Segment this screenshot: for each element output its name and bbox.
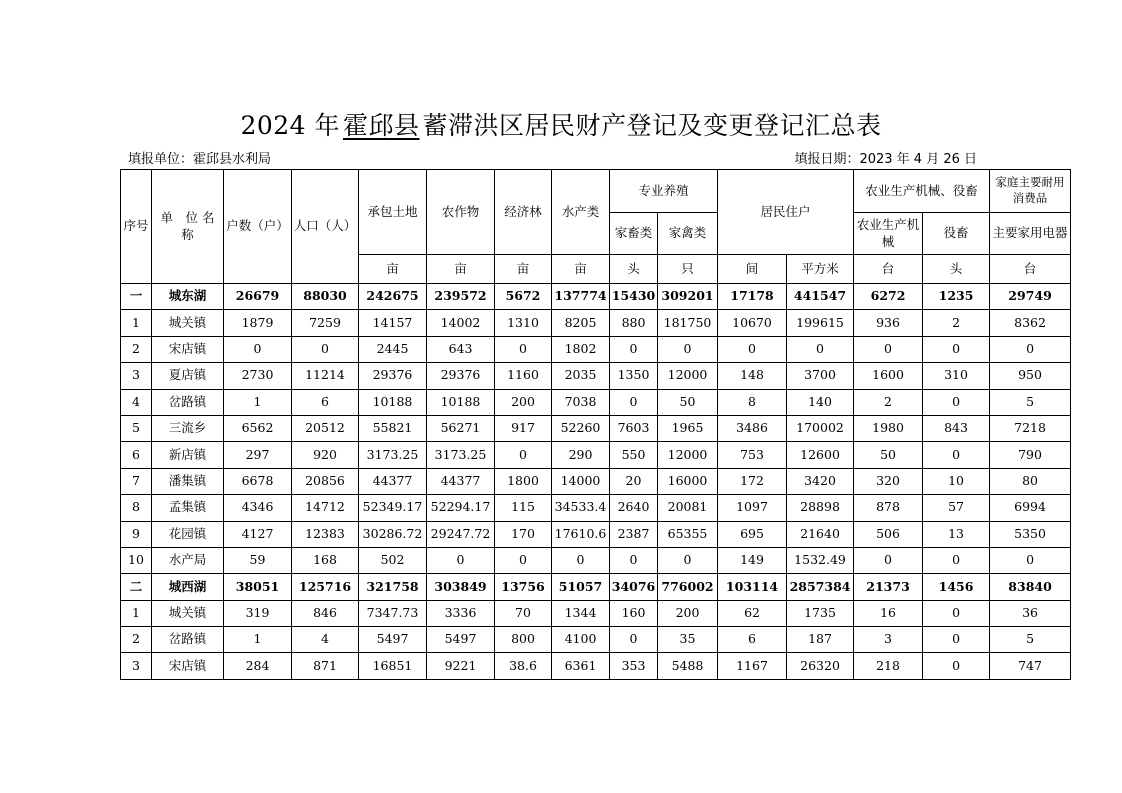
row-unit-name: 花园镇 — [152, 521, 224, 547]
row-value: 115 — [495, 495, 552, 521]
row-value: 0 — [495, 442, 552, 468]
row-value: 170 — [495, 521, 552, 547]
row-value: 14002 — [427, 310, 495, 336]
row-value: 10 — [923, 468, 990, 494]
row-value: 936 — [854, 310, 923, 336]
row-value: 20512 — [292, 415, 359, 441]
row-value: 168 — [292, 547, 359, 573]
subtotal-row — [121, 574, 1071, 600]
row-unit-name: 三流乡 — [152, 415, 224, 441]
row-value: 0 — [990, 547, 1071, 573]
row-value: 16 — [854, 600, 923, 626]
row-value: 52260 — [552, 415, 610, 441]
row-value: 9221 — [427, 653, 495, 679]
unit-cell: 亩 — [359, 255, 427, 284]
row-value: 0 — [658, 336, 718, 362]
row-value: 52349.17 — [359, 495, 427, 521]
row-seq: 7 — [121, 468, 152, 494]
row-value: 125716 — [292, 574, 359, 600]
row-value: 0 — [427, 547, 495, 573]
row-value: 12383 — [292, 521, 359, 547]
row-value: 10188 — [427, 389, 495, 415]
row-value: 643 — [427, 336, 495, 362]
row-value: 441547 — [787, 284, 854, 310]
row-unit-name: 孟集镇 — [152, 495, 224, 521]
row-value: 0 — [495, 336, 552, 362]
row-value: 878 — [854, 495, 923, 521]
row-value: 1600 — [854, 363, 923, 389]
row-value: 26320 — [787, 653, 854, 679]
row-value: 6994 — [990, 495, 1071, 521]
header-appliances: 主要家用电器 — [990, 213, 1071, 255]
row-value: 319 — [224, 600, 292, 626]
row-value: 239572 — [427, 284, 495, 310]
row-value: 2730 — [224, 363, 292, 389]
row-seq: 二 — [121, 574, 152, 600]
row-value: 502 — [359, 547, 427, 573]
row-unit-name: 水产局 — [152, 547, 224, 573]
header-farm-machinery: 农业生产机械 — [854, 213, 923, 255]
header-livestock: 家畜类 — [610, 213, 658, 255]
row-value: 3420 — [787, 468, 854, 494]
row-value: 0 — [658, 547, 718, 573]
row-value: 5497 — [359, 627, 427, 653]
row-value: 88030 — [292, 284, 359, 310]
row-value: 172 — [718, 468, 787, 494]
row-value: 753 — [718, 442, 787, 468]
row-value: 0 — [923, 389, 990, 415]
row-value: 13756 — [495, 574, 552, 600]
row-value: 8205 — [552, 310, 610, 336]
table-row — [121, 468, 1071, 494]
row-seq: 3 — [121, 653, 152, 679]
row-value: 1802 — [552, 336, 610, 362]
row-value: 29247.72 — [427, 521, 495, 547]
row-value: 0 — [610, 336, 658, 362]
row-value: 13 — [923, 521, 990, 547]
unit-cell: 头 — [610, 255, 658, 284]
header-draft-animals: 役畜 — [923, 213, 990, 255]
row-value: 6678 — [224, 468, 292, 494]
row-value: 1456 — [923, 574, 990, 600]
row-value: 1532.49 — [787, 547, 854, 573]
row-seq: 4 — [121, 389, 152, 415]
row-unit-name: 潘集镇 — [152, 468, 224, 494]
row-value: 59 — [224, 547, 292, 573]
title-rest: 蓄滞洪区居民财产登记及变更登记汇总表 — [422, 111, 882, 140]
row-value: 800 — [495, 627, 552, 653]
row-value: 70 — [495, 600, 552, 626]
row-value: 34533.4 — [552, 495, 610, 521]
row-value: 149 — [718, 547, 787, 573]
row-value: 0 — [718, 336, 787, 362]
header-poultry: 家禽类 — [658, 213, 718, 255]
row-value: 56271 — [427, 415, 495, 441]
row-value: 187 — [787, 627, 854, 653]
row-value: 303849 — [427, 574, 495, 600]
row-value: 12600 — [787, 442, 854, 468]
header-population: 人口（人） — [292, 170, 359, 284]
row-value: 14157 — [359, 310, 427, 336]
row-value: 297 — [224, 442, 292, 468]
unit-cell: 平方米 — [787, 255, 854, 284]
row-value: 6 — [292, 389, 359, 415]
row-value: 1879 — [224, 310, 292, 336]
row-value: 695 — [718, 521, 787, 547]
row-value: 4127 — [224, 521, 292, 547]
row-value: 3173.25 — [359, 442, 427, 468]
row-seq: 2 — [121, 627, 152, 653]
row-value: 1350 — [610, 363, 658, 389]
row-value: 4 — [292, 627, 359, 653]
title-county: 霍邱县 — [343, 111, 420, 140]
row-value: 290 — [552, 442, 610, 468]
row-seq: 10 — [121, 547, 152, 573]
row-value: 1167 — [718, 653, 787, 679]
table-row — [121, 363, 1071, 389]
row-seq: 1 — [121, 310, 152, 336]
row-value: 6562 — [224, 415, 292, 441]
reporting-unit: 填报单位：霍邱县水利局 — [128, 152, 272, 167]
row-value: 309201 — [658, 284, 718, 310]
row-value: 8 — [718, 389, 787, 415]
row-value: 5 — [990, 389, 1071, 415]
row-value: 8362 — [990, 310, 1071, 336]
row-value: 0 — [610, 389, 658, 415]
row-value: 871 — [292, 653, 359, 679]
row-value: 353 — [610, 653, 658, 679]
row-value: 0 — [787, 336, 854, 362]
row-value: 170002 — [787, 415, 854, 441]
row-value: 2857384 — [787, 574, 854, 600]
row-value: 38.6 — [495, 653, 552, 679]
unit-cell: 亩 — [552, 255, 610, 284]
row-value: 1160 — [495, 363, 552, 389]
row-value: 11214 — [292, 363, 359, 389]
row-value: 0 — [923, 600, 990, 626]
row-value: 2445 — [359, 336, 427, 362]
row-value: 12000 — [658, 442, 718, 468]
header-aquatic: 水产类 — [552, 170, 610, 255]
header-durables-group: 家庭主要耐用消费品 — [990, 170, 1071, 213]
row-value: 506 — [854, 521, 923, 547]
unit-cell: 亩 — [495, 255, 552, 284]
row-value: 199615 — [787, 310, 854, 336]
row-value: 917 — [495, 415, 552, 441]
summary-table — [120, 169, 1071, 680]
row-value: 284 — [224, 653, 292, 679]
row-value: 0 — [923, 547, 990, 573]
row-unit-name: 宋店镇 — [152, 336, 224, 362]
row-value: 36 — [990, 600, 1071, 626]
row-value: 35 — [658, 627, 718, 653]
title-year: 2024 年 — [240, 111, 341, 140]
row-value: 21373 — [854, 574, 923, 600]
row-value: 14712 — [292, 495, 359, 521]
row-value: 62 — [718, 600, 787, 626]
header-land: 承包土地 — [359, 170, 427, 255]
row-value: 7603 — [610, 415, 658, 441]
row-value: 17610.6 — [552, 521, 610, 547]
row-value: 1 — [224, 627, 292, 653]
table-row — [121, 336, 1071, 362]
row-value: 15430 — [610, 284, 658, 310]
row-value: 1735 — [787, 600, 854, 626]
header-forest: 经济林 — [495, 170, 552, 255]
row-value: 776002 — [658, 574, 718, 600]
row-value: 20856 — [292, 468, 359, 494]
row-value: 0 — [495, 547, 552, 573]
row-value: 5488 — [658, 653, 718, 679]
row-value: 20 — [610, 468, 658, 494]
unit-cell: 间 — [718, 255, 787, 284]
row-value: 320 — [854, 468, 923, 494]
unit-cell: 头 — [923, 255, 990, 284]
row-value: 50 — [658, 389, 718, 415]
row-value: 6 — [718, 627, 787, 653]
header-households: 户数（户） — [224, 170, 292, 284]
row-value: 843 — [923, 415, 990, 441]
row-value: 200 — [495, 389, 552, 415]
row-value: 103114 — [718, 574, 787, 600]
row-unit-name: 岔路镇 — [152, 627, 224, 653]
row-value: 137774 — [552, 284, 610, 310]
row-value: 44377 — [427, 468, 495, 494]
row-seq: 6 — [121, 442, 152, 468]
row-seq: 9 — [121, 521, 152, 547]
table-row — [121, 310, 1071, 336]
row-unit-name: 宋店镇 — [152, 653, 224, 679]
row-value: 0 — [292, 336, 359, 362]
row-value: 181750 — [658, 310, 718, 336]
unit-cell: 只 — [658, 255, 718, 284]
header-seq: 序号 — [121, 170, 152, 284]
row-unit-name: 城关镇 — [152, 310, 224, 336]
row-value: 1310 — [495, 310, 552, 336]
row-value: 880 — [610, 310, 658, 336]
table-row — [121, 495, 1071, 521]
table-row — [121, 547, 1071, 573]
unit-cell: 亩 — [427, 255, 495, 284]
row-value: 0 — [990, 336, 1071, 362]
row-value: 200 — [658, 600, 718, 626]
row-value: 790 — [990, 442, 1071, 468]
row-value: 0 — [552, 547, 610, 573]
row-value: 1097 — [718, 495, 787, 521]
row-value: 55821 — [359, 415, 427, 441]
page-title — [0, 106, 1122, 142]
subtotal-row — [121, 284, 1071, 310]
row-value: 5672 — [495, 284, 552, 310]
header-housing: 居民住户 — [718, 170, 854, 255]
row-value: 29376 — [427, 363, 495, 389]
row-value: 26679 — [224, 284, 292, 310]
row-seq: 一 — [121, 284, 152, 310]
row-value: 846 — [292, 600, 359, 626]
row-value: 2640 — [610, 495, 658, 521]
row-seq: 2 — [121, 336, 152, 362]
row-value: 310 — [923, 363, 990, 389]
header-machinery-group: 农业生产机械、役畜 — [854, 170, 990, 213]
row-value: 2 — [854, 389, 923, 415]
row-value: 21640 — [787, 521, 854, 547]
row-value: 550 — [610, 442, 658, 468]
row-value: 0 — [923, 442, 990, 468]
row-value: 0 — [610, 547, 658, 573]
row-value: 83840 — [990, 574, 1071, 600]
row-value: 2035 — [552, 363, 610, 389]
row-value: 10670 — [718, 310, 787, 336]
row-value: 3173.25 — [427, 442, 495, 468]
row-value: 34076 — [610, 574, 658, 600]
row-value: 38051 — [224, 574, 292, 600]
row-value: 0 — [923, 336, 990, 362]
row-value: 17178 — [718, 284, 787, 310]
row-value: 321758 — [359, 574, 427, 600]
row-value: 0 — [923, 653, 990, 679]
row-value: 0 — [224, 336, 292, 362]
row-value: 0 — [610, 627, 658, 653]
row-value: 14000 — [552, 468, 610, 494]
row-value: 242675 — [359, 284, 427, 310]
row-value: 2 — [923, 310, 990, 336]
row-value: 4346 — [224, 495, 292, 521]
row-value: 6361 — [552, 653, 610, 679]
table-row — [121, 415, 1071, 441]
unit-cell: 台 — [990, 255, 1071, 284]
header-breeding: 专业养殖 — [610, 170, 718, 213]
row-unit-name: 城西湖 — [152, 574, 224, 600]
row-value: 3700 — [787, 363, 854, 389]
row-value: 218 — [854, 653, 923, 679]
row-unit-name: 城东湖 — [152, 284, 224, 310]
row-value: 6272 — [854, 284, 923, 310]
row-value: 1980 — [854, 415, 923, 441]
row-value: 1 — [224, 389, 292, 415]
row-value: 0 — [854, 336, 923, 362]
row-value: 5350 — [990, 521, 1071, 547]
unit-cell: 台 — [854, 255, 923, 284]
row-value: 7347.73 — [359, 600, 427, 626]
row-value: 3 — [854, 627, 923, 653]
row-value: 1965 — [658, 415, 718, 441]
reporting-date: 填报日期：2023 年 4 月 26 日 — [794, 152, 977, 167]
row-value: 1344 — [552, 600, 610, 626]
row-value: 16000 — [658, 468, 718, 494]
table-row — [121, 627, 1071, 653]
row-value: 1800 — [495, 468, 552, 494]
row-value: 3486 — [718, 415, 787, 441]
row-value: 12000 — [658, 363, 718, 389]
row-value: 4100 — [552, 627, 610, 653]
row-value: 16851 — [359, 653, 427, 679]
row-value: 5 — [990, 627, 1071, 653]
row-value: 7038 — [552, 389, 610, 415]
row-value: 10188 — [359, 389, 427, 415]
row-value: 1235 — [923, 284, 990, 310]
row-unit-name: 城关镇 — [152, 600, 224, 626]
row-value: 747 — [990, 653, 1071, 679]
row-value: 57 — [923, 495, 990, 521]
row-value: 50 — [854, 442, 923, 468]
row-value: 0 — [923, 627, 990, 653]
row-value: 29749 — [990, 284, 1071, 310]
row-unit-name: 新店镇 — [152, 442, 224, 468]
row-value: 7259 — [292, 310, 359, 336]
row-unit-name: 夏店镇 — [152, 363, 224, 389]
table-row — [121, 442, 1071, 468]
row-value: 0 — [854, 547, 923, 573]
table-row — [121, 521, 1071, 547]
row-value: 5497 — [427, 627, 495, 653]
row-value: 29376 — [359, 363, 427, 389]
table-row — [121, 653, 1071, 679]
row-seq: 1 — [121, 600, 152, 626]
row-value: 80 — [990, 468, 1071, 494]
row-value: 140 — [787, 389, 854, 415]
header-unit: 单 位 名 称 — [152, 170, 224, 284]
row-value: 44377 — [359, 468, 427, 494]
row-seq: 5 — [121, 415, 152, 441]
row-seq: 8 — [121, 495, 152, 521]
row-seq: 3 — [121, 363, 152, 389]
row-value: 950 — [990, 363, 1071, 389]
row-value: 51057 — [552, 574, 610, 600]
table-row — [121, 600, 1071, 626]
row-value: 20081 — [658, 495, 718, 521]
row-value: 52294.17 — [427, 495, 495, 521]
header-crops: 农作物 — [427, 170, 495, 255]
row-value: 920 — [292, 442, 359, 468]
row-value: 160 — [610, 600, 658, 626]
row-value: 148 — [718, 363, 787, 389]
table-row — [121, 389, 1071, 415]
row-value: 30286.72 — [359, 521, 427, 547]
row-value: 28898 — [787, 495, 854, 521]
row-unit-name: 岔路镇 — [152, 389, 224, 415]
row-value: 65355 — [658, 521, 718, 547]
row-value: 2387 — [610, 521, 658, 547]
row-value: 7218 — [990, 415, 1071, 441]
table-body — [121, 284, 1071, 680]
row-value: 3336 — [427, 600, 495, 626]
